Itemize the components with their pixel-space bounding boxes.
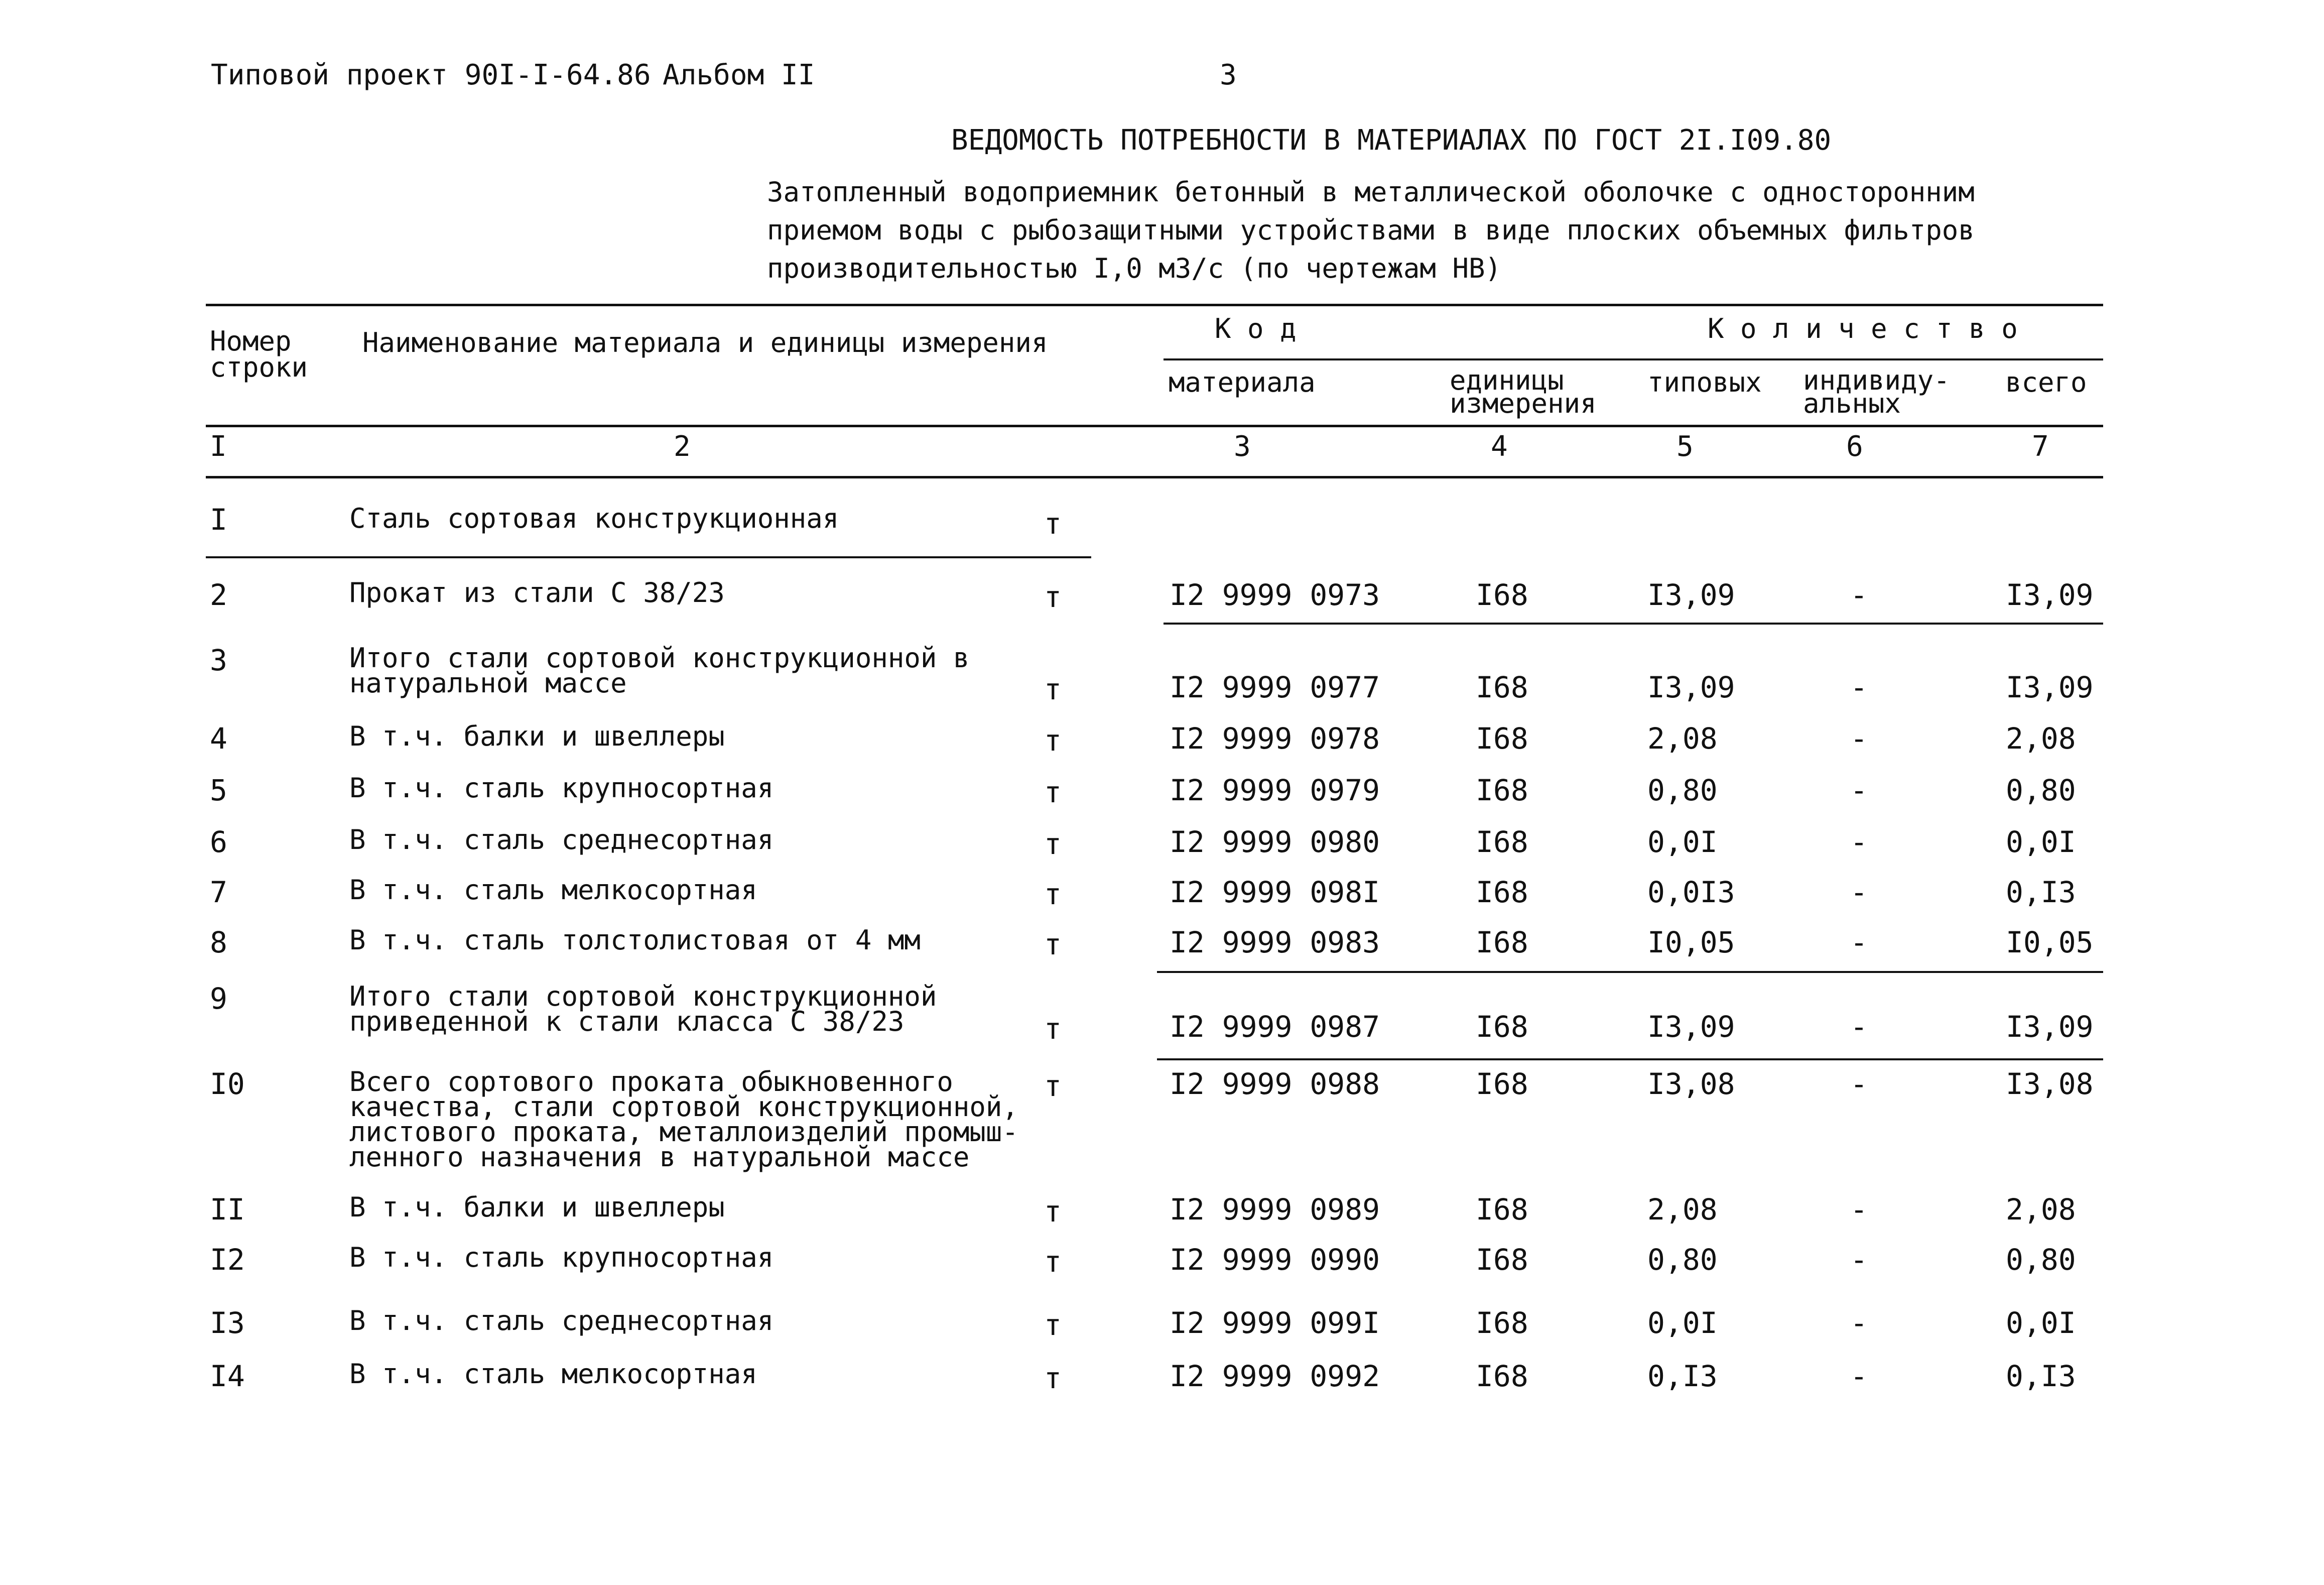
material-name: В т.ч. балки и швеллеры — [349, 1191, 725, 1223]
unit-code: I68 — [1476, 578, 1528, 612]
column-numbers-rule — [206, 476, 2103, 478]
row-number: I — [210, 503, 227, 537]
material-name: Итого стали сортовой конструкционной приведенной к стали класса С 38/23 — [349, 981, 937, 1037]
unit-code: I68 — [1476, 773, 1528, 807]
material-code: I2 9999 0980 — [1170, 825, 1380, 859]
qty-typical: I3,09 — [1647, 670, 1735, 704]
header-code-material: материала — [1169, 367, 1316, 398]
header-quantity-group: К о л и ч е с т в о — [1708, 313, 2018, 344]
material-name: В т.ч. сталь крупносортная — [349, 1242, 774, 1273]
qty-individual: - — [1850, 721, 1868, 756]
measure-unit: т — [1044, 775, 1062, 809]
material-code: I2 9999 0992 — [1170, 1359, 1380, 1393]
qty-total: I0,05 — [2006, 925, 2094, 959]
qty-typical: I3,09 — [1647, 578, 1735, 612]
document-title: ВЕДОМОСТЬ ПОТРЕБНОСТИ В МАТЕРИАЛАХ ПО ГОСТ 2I.I09.80 — [951, 124, 1832, 157]
col-number-7: 7 — [2032, 430, 2049, 463]
row-number: 5 — [210, 773, 227, 807]
row-1-rule — [206, 556, 1091, 558]
project-designation: Типовой проект 90I-I-64.86 — [211, 59, 651, 91]
measure-unit: т — [1044, 1361, 1062, 1395]
qty-typical: 0,80 — [1647, 773, 1718, 807]
qty-typical: I3,09 — [1647, 1010, 1735, 1044]
measure-unit: т — [1044, 1069, 1062, 1103]
header-qty-individual: индивиду- альных — [1803, 364, 1950, 419]
qty-total: 0,0I — [2006, 825, 2076, 859]
row-9-rule — [1157, 1058, 2103, 1060]
subtitle-line-3: производительностью I,0 м3/с (по чертежам НВ) — [767, 253, 1501, 284]
unit-code: I68 — [1476, 1067, 1528, 1101]
header-code-group: К о д — [1215, 313, 1297, 344]
header-bottom-rule — [206, 425, 2103, 427]
qty-total: 0,80 — [2006, 773, 2076, 807]
measure-unit: т — [1044, 877, 1062, 911]
qty-typical: 0,0I — [1647, 825, 1718, 859]
material-code: I2 9999 098I — [1170, 875, 1380, 909]
qty-individual: - — [1850, 1192, 1868, 1227]
material-name: Сталь сортовая конструкционная — [349, 503, 839, 534]
row-number: I2 — [210, 1243, 245, 1277]
header-row-number: Номер строки — [210, 325, 308, 383]
material-name: В т.ч. сталь мелкосортная — [349, 874, 757, 906]
unit-code: I68 — [1476, 825, 1528, 859]
qty-total: I3,09 — [2006, 670, 2094, 704]
page-number: 3 — [1220, 59, 1237, 91]
qty-total: I3,09 — [2006, 578, 2094, 612]
qty-typical: I3,08 — [1647, 1067, 1735, 1101]
measure-unit: т — [1044, 1194, 1062, 1229]
col-number-2: 2 — [674, 430, 691, 463]
qty-individual: - — [1850, 825, 1868, 859]
row-number: 2 — [210, 578, 227, 612]
qty-individual: - — [1850, 925, 1868, 959]
qty-individual: - — [1850, 1306, 1868, 1340]
header-qty-typical: типовых — [1647, 367, 1762, 398]
material-code: I2 9999 0990 — [1170, 1243, 1380, 1277]
qty-typical: 2,08 — [1647, 1192, 1718, 1227]
qty-individual: - — [1850, 1243, 1868, 1277]
measure-unit: т — [1044, 580, 1062, 614]
unit-code: I68 — [1476, 875, 1528, 909]
subtitle-line-1: Затопленный водоприемник бетонный в металлической оболочке с односторонним — [767, 176, 1975, 208]
qty-individual: - — [1850, 578, 1868, 612]
album-label: Альбом II — [663, 59, 815, 91]
col-number-3: 3 — [1234, 430, 1251, 463]
qty-individual: - — [1850, 1359, 1868, 1393]
header-material-name: Наименование материала и единицы измерения — [362, 327, 1048, 358]
col-number-4: 4 — [1491, 430, 1508, 463]
row-number: 8 — [210, 925, 227, 959]
qty-typical: 0,I3 — [1647, 1359, 1718, 1393]
row-number: 4 — [210, 721, 227, 756]
row-number: I3 — [210, 1306, 245, 1340]
measure-unit: т — [1044, 507, 1062, 541]
row-number: 9 — [210, 982, 227, 1016]
unit-code: I68 — [1476, 721, 1528, 756]
material-code: I2 9999 0977 — [1170, 670, 1380, 704]
material-name: В т.ч. сталь среднесортная — [349, 824, 774, 856]
material-name: В т.ч. балки и швеллеры — [349, 720, 725, 752]
header-code-unit: единицы измерения — [1450, 364, 1597, 419]
col-number-6: 6 — [1846, 430, 1863, 463]
material-code: I2 9999 0973 — [1170, 578, 1380, 612]
material-code: I2 9999 0983 — [1170, 925, 1380, 959]
qty-total: 0,I3 — [2006, 1359, 2076, 1393]
qty-typical: 0,80 — [1647, 1243, 1718, 1277]
measure-unit: т — [1044, 1012, 1062, 1046]
qty-typical: I0,05 — [1647, 925, 1735, 959]
qty-typical: 0,0I3 — [1647, 875, 1735, 909]
qty-total: 2,08 — [2006, 1192, 2076, 1227]
unit-code: I68 — [1476, 925, 1528, 959]
subtitle-line-2: приемом воды с рыбозащитными устройствами в виде плоских объемных фильтров — [767, 214, 1975, 246]
material-name: В т.ч. сталь мелкосортная — [349, 1358, 757, 1390]
material-code: I2 9999 0987 — [1170, 1010, 1380, 1044]
material-code: I2 9999 0989 — [1170, 1192, 1380, 1227]
qty-typical: 0,0I — [1647, 1306, 1718, 1340]
material-code: I2 9999 099I — [1170, 1306, 1380, 1340]
qty-individual: - — [1850, 670, 1868, 704]
material-name: В т.ч. сталь толстолистовая от 4 мм — [349, 924, 921, 956]
measure-unit: т — [1044, 1308, 1062, 1342]
unit-code: I68 — [1476, 1243, 1528, 1277]
material-name: Всего сортового проката обыкновенного качества, стали сортовой конструкционной, листового проката, металлоизделий промыш- ленного назначения в натуральной массе — [349, 1066, 1018, 1173]
material-code: I2 9999 0988 — [1170, 1067, 1380, 1101]
material-name: Итого стали сортовой конструкционной в натуральной массе — [349, 642, 970, 699]
qty-total: 0,80 — [2006, 1243, 2076, 1277]
qty-individual: - — [1850, 875, 1868, 909]
col-number-5: 5 — [1676, 430, 1694, 463]
qty-total: 2,08 — [2006, 721, 2076, 756]
qty-total: 0,0I — [2006, 1306, 2076, 1340]
unit-code: I68 — [1476, 670, 1528, 704]
qty-total: I3,09 — [2006, 1010, 2094, 1044]
row-number: 3 — [210, 643, 227, 677]
material-code: I2 9999 0979 — [1170, 773, 1380, 807]
material-name: Прокат из стали С 38/23 — [349, 577, 725, 608]
qty-individual: - — [1850, 773, 1868, 807]
unit-code: I68 — [1476, 1306, 1528, 1340]
code-group-rule — [1164, 358, 2103, 360]
measure-unit: т — [1044, 927, 1062, 961]
row-number: I4 — [210, 1359, 245, 1393]
unit-code: I68 — [1476, 1010, 1528, 1044]
qty-total: 0,I3 — [2006, 875, 2076, 909]
material-name: В т.ч. сталь крупносортная — [349, 772, 774, 804]
measure-unit: т — [1044, 672, 1062, 706]
measure-unit: т — [1044, 1245, 1062, 1279]
row-number: 6 — [210, 825, 227, 859]
row-number: II — [210, 1192, 245, 1227]
material-code: I2 9999 0978 — [1170, 721, 1380, 756]
row-8-rule — [1157, 971, 2103, 973]
qty-individual: - — [1850, 1067, 1868, 1101]
material-name: В т.ч. сталь среднесортная — [349, 1305, 774, 1336]
col-number-1: I — [210, 430, 227, 463]
row-number: 7 — [210, 875, 227, 909]
measure-unit: т — [1044, 723, 1062, 758]
row-2-rule — [1164, 623, 2103, 625]
qty-typical: 2,08 — [1647, 721, 1718, 756]
header-qty-total: всего — [2005, 367, 2087, 398]
table-top-rule — [206, 304, 2103, 306]
qty-total: I3,08 — [2006, 1067, 2094, 1101]
unit-code: I68 — [1476, 1192, 1528, 1227]
row-number: I0 — [210, 1067, 245, 1101]
qty-individual: - — [1850, 1010, 1868, 1044]
measure-unit: т — [1044, 827, 1062, 861]
unit-code: I68 — [1476, 1359, 1528, 1393]
